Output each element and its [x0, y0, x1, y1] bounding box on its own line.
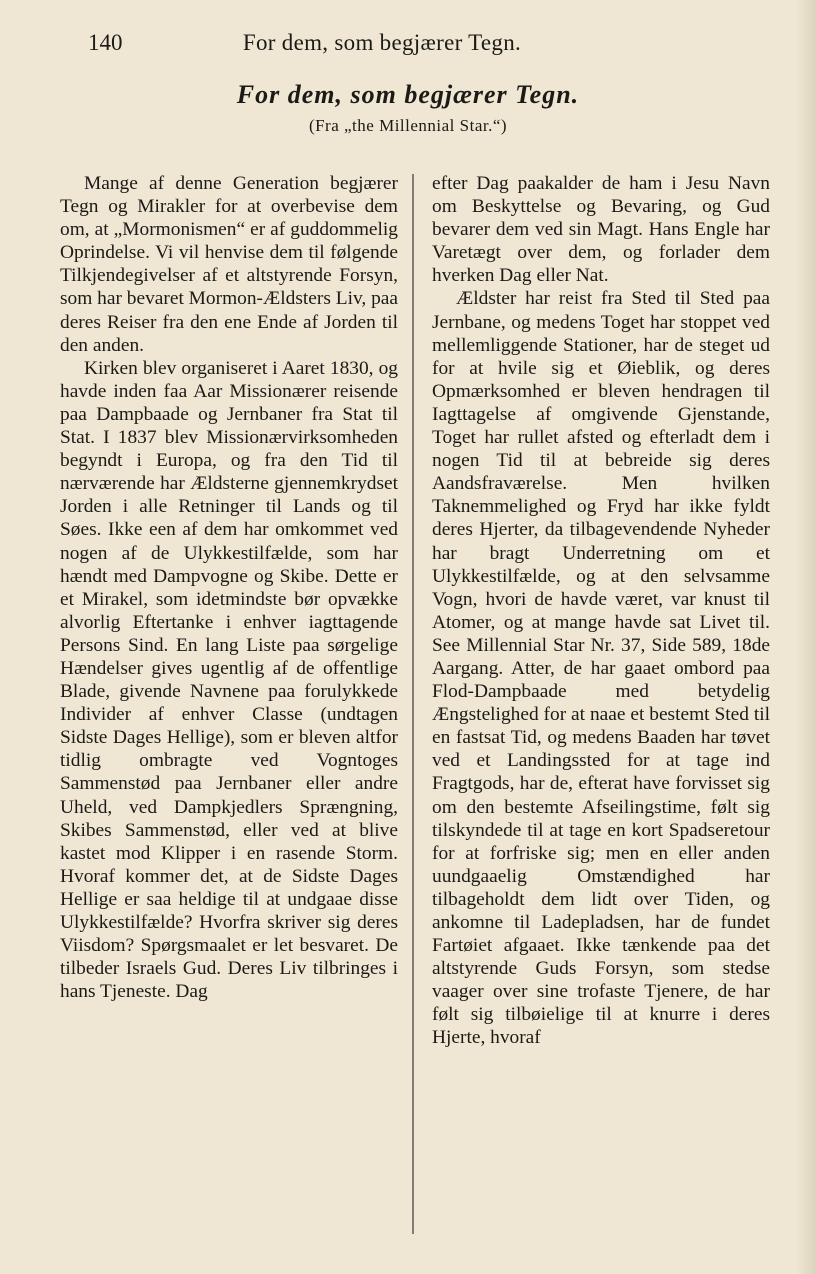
running-title: For dem, som begjærer Tegn. — [242, 30, 522, 55]
article-source: (Fra „the Millennial Star.“) — [308, 116, 508, 135]
left-column — [60, 172, 398, 1003]
paragraph: Ældster har reist fra Sted til Sted paa Jernbane, og medens Toget har stoppet ved mellemliggende Stationer, har de steget ud for at hvile sig et Øieblik, og deres Opmærksomhed er bleven hendragen til Iagttagelse af omgivende Gjenstande, Toget har rullet afsted og efterladt dem i nogen Tid til at bebreide sig deres Aandsfraværelse. Men hvilken Taknemmelighed og Fryd har ikke fyldt deres Hjerter, da tilbagevendende Nyheder har bragt Underretning om et Ulykkestilfælde, og at den selvsamme Vogn, hvori de havde været, var knust til Atomer, og at mange havde sat Livet til. See Millennial Star Nr. 37, Side 589, 18de Aargang. Atter, de har gaaet ombord paa Flod-Dampbaade med betydelig Ængstelighed for at naae et bestemt Sted til en fastsat Tid, og medens Baaden har tøvet ved et Landingssted for at tage ind Fragtgods, har de, efterat have forvisset sig om den bestemte Afseilingstime, følt sig tilskyndede til at tage en kort Spadseretour for at forfriske sig; men en eller anden uundgaaelig Omstændighed har tilbageholdt dem lidt over Tiden, og ankomne til Ladepladsen, har de fundet Fartøiet afgaaet. Ikke tænkende paa det altstyrende Guds Forsyn, som stedse vaager over sine trofaste Tjenere, de har følt sig tilbøielige til at knurre i deres Hjerte, hvoraf — [432, 288, 770, 1049]
page-edge-shadow — [796, 0, 816, 1274]
running-head — [88, 30, 676, 64]
paragraph: Kirken blev organiseret i Aaret 1830, og havde inden faa Aar Missionærer reisende paa Dampbaade og Jernbaner fra Stat til Stat. I 1837 blev Missionærvirksomheden begyndt i Europa, og fra den Tid til nærværende har Ældsterne gjennemkrydset Jorden i alle Retninger til Lands og til Søes. Ikke een af dem har omkommet ved nogen af de Ulykkestilfælde, som har hændt med Dampvogne og Skibe. Dette er et Mirakel, som idetmindste bør opvække alvorlig Eftertanke i enhver iagttagende Persons Sind. En lang Liste paa sørgelige Hændelser gives ugentlig af de offentlige Blade, givende Navnene paa forulykkede Individer af enhver Classe (undtagen Sidste Dages Hellige), som er bleven altfor tidlig ombragte ved Vogntoges Sammenstød paa Jernbaner eller andre Uheld, ved Dampkjedlers Sprængning, Skibes Sammenstød, eller ved at blive kastet mod Klipper i en rasende Storm. Hvoraf kommer det, at de Sidste Dages Hellige er saa heldige til at undgaae disse Ulykkestilfælde? Hvorfra skriver sig deres Viisdom? Spørgsmaalet er let besvaret. De tilbeder Israels Gud. Deres Liv tilbringes i hans Tjeneste. Dag — [60, 357, 398, 1003]
page-number: 140 — [88, 30, 123, 55]
right-column — [432, 172, 770, 1050]
column-divider — [412, 174, 414, 1234]
paragraph: Mange af denne Generation begjærer Tegn og Mirakler for at overbevise dem om, at „Mormonismen“ er af guddommelig Oprindelse. Vi vil henvise dem til følgende Tilkjendegivelser af et altstyrende Forsyn, som har bevaret Mormon-Ældsters Liv, paa deres Reiser fra den ene Ende af Jorden til den anden. — [60, 173, 398, 356]
article-title: For dem, som begjærer Tegn. — [236, 80, 580, 109]
paragraph-continued: efter Dag paakalder de ham i Jesu Navn om Beskyttelse og Bevaring, og Gud bevarer dem ved sin Magt. Hans Engle har Varetægt over dem, og forlader dem hverken Dag eller Nat. — [432, 173, 770, 287]
